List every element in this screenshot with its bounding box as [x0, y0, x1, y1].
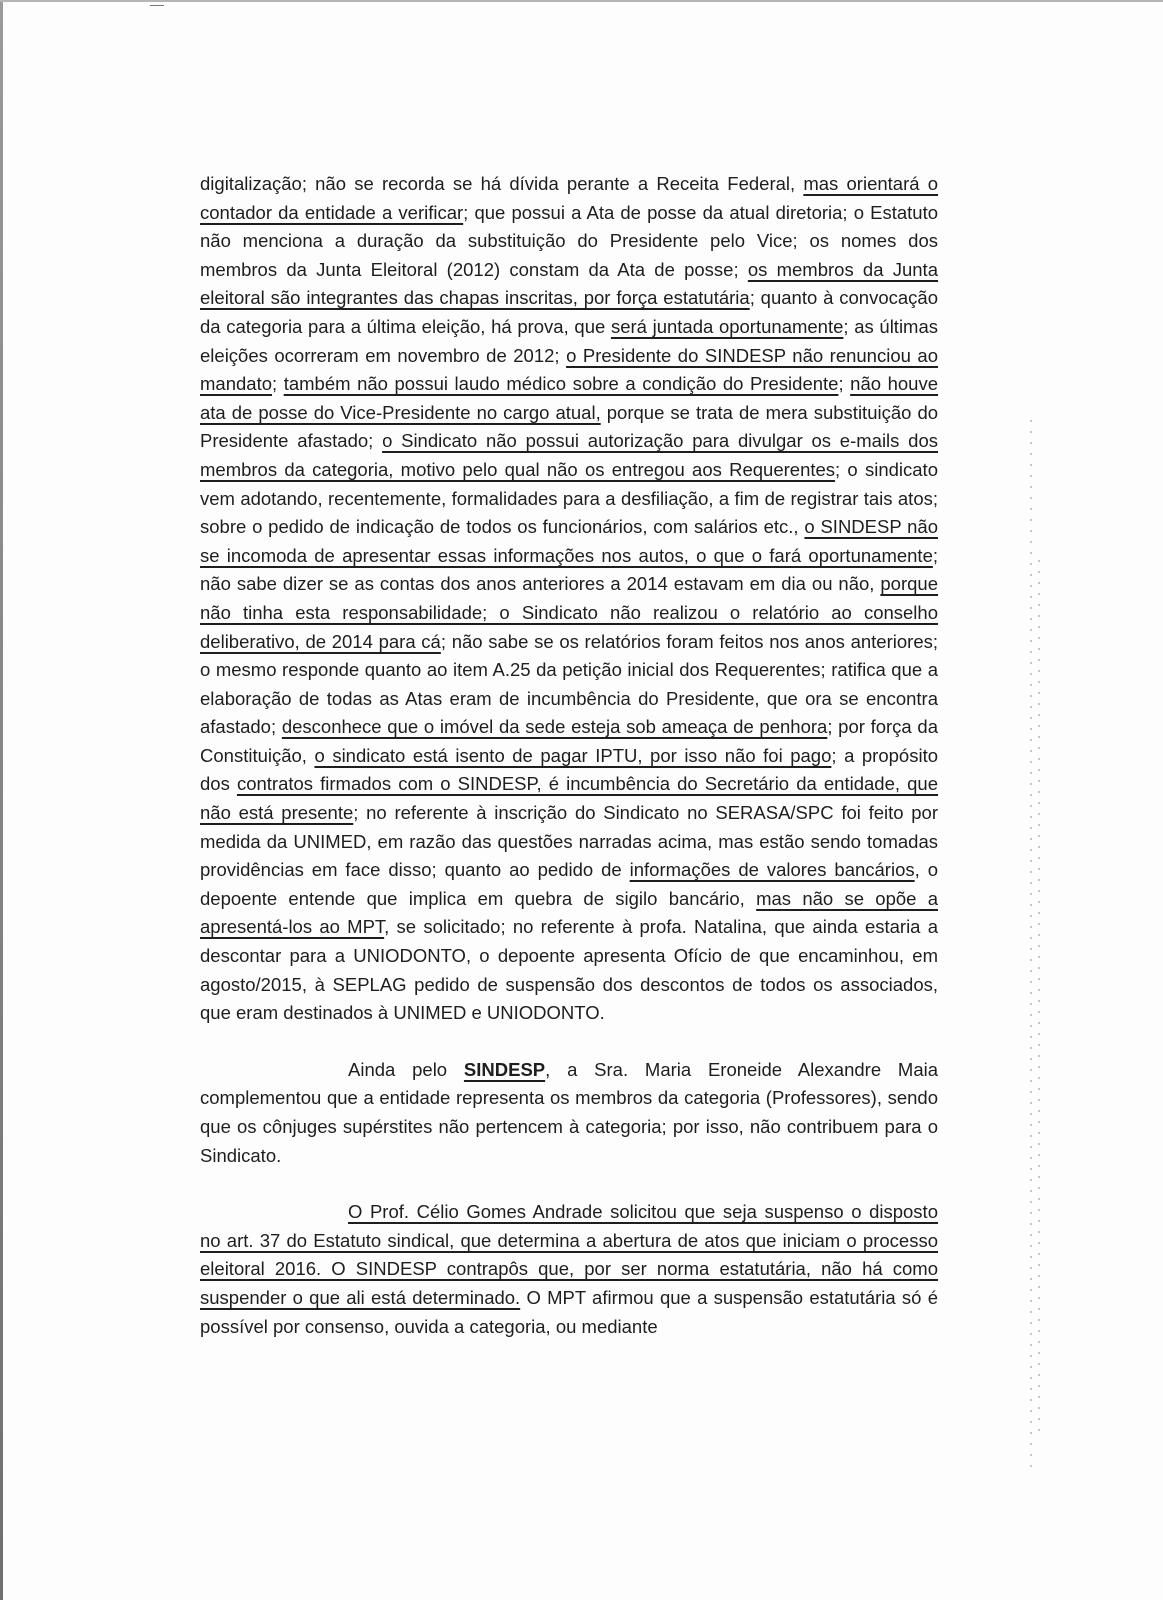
text-run: ; a propósito dos	[200, 744, 938, 795]
underlined-text: o sindicato está isento de pagar IPTU, por isso não foi pago	[314, 744, 832, 766]
text-run: ; o sindicato vem adotando, recentemente, formalidades para a desfiliação, a fim de registrar tais atos; sobre o pedido de indicação de todos os funcionários, com salários etc.,	[200, 458, 938, 538]
underlined-text: mas não se opõe a apresentá-los ao MPT	[200, 887, 939, 938]
scan-artifact-mark	[150, 5, 164, 6]
scan-edge-left	[0, 0, 3, 1600]
text-run: , o depoente entende que implica em quebra de sigilo bancário,	[200, 859, 938, 909]
underlined-text: contratos firmados com o SINDESP, é incumbência do Secretário da entidade, que não está presente	[200, 773, 938, 824]
text-run: , se solicitado; no referente à profa. Natalina, que ainda estaria a descontar para a UNIODONTO, o depoente apresenta Ofício de que encaminhou, em agosto/2015, à SEPLAG pedido de suspensão dos descontos de todos os associados, que eram destinados à UNIMED e UNIODONTO.	[200, 916, 938, 1024]
request-paragraph	[200, 1198, 938, 1341]
underlined-text: o SINDESP não se incomoda de apresentar essas informações nos autos, o que o fará oportunamente	[200, 516, 939, 566]
text-run: ;	[838, 373, 844, 395]
underlined-text: desconhece que o imóvel da sede esteja sob ameaça de penhora	[281, 716, 828, 738]
underlined-text: porque não tinha esta responsabilidade; o Sindicato não realizou o relatório ao conselho deliberativo, de 2014 para cá	[200, 573, 938, 652]
text-run: ; no referente à inscrição do Sindicato no SERASA/SPC foi feito por medida da UNIMED, em razão das questões narradas acima, mas estão sendo tomadas providências em face disso; quanto ao pedido de	[200, 802, 939, 881]
text-run: ;	[272, 373, 278, 395]
text-run: ; as últimas eleições ocorreram em novembro de 2012;	[200, 315, 939, 366]
text-run: digitalização; não se recorda se há dívida perante a Receita Federal,	[200, 173, 796, 194]
underlined-text: informações de valores bancários	[629, 859, 915, 881]
text-run: Ainda pelo	[348, 1058, 448, 1080]
text-run: ; quanto à convocação da categoria para a última eleição, há prova, que	[200, 287, 938, 337]
scan-edge-top	[0, 0, 1163, 2]
text-run: , a Sra. Maria Eroneide Alexandre Maia complementou que a entidade representa os membros da categoria (Professores), sendo que os cônjuges supérstites não pertencem à categoria; por isso, não contribuem para o Sindicato.	[200, 1058, 939, 1166]
underlined-text: mas orientará o contador da entidade a verificar	[200, 173, 939, 223]
document-text-body	[200, 170, 938, 1341]
text-run: ; não sabe dizer se as contas dos anos anteriores a 2014 estavam em dia ou não,	[200, 544, 938, 595]
underlined-text: será juntada oportunamente	[610, 315, 844, 337]
text-run: ; que possui a Ata de posse da atual diretoria; o Estatuto não menciona a duração da substituição do Presidente pelo Vice; os nomes dos membros da Junta Eleitoral (2012) constam da Ata de posse;	[200, 201, 938, 280]
margin-perforation-dots	[1030, 420, 1032, 1470]
text-run: ; por força da Constituição,	[200, 716, 938, 766]
underlined-text: também não possui laudo médico sobre a condição do Presidente	[283, 373, 839, 395]
text-run: porque se trata de mera substituição do Presidente afastado;	[200, 401, 939, 452]
text-run: O MPT afirmou que a suspensão estatutária só é possível por consenso, ouvida a categoria, ou mediante	[200, 1286, 939, 1337]
underlined-text: não houve ata de posse do Vice-Presidente no cargo atual,	[200, 373, 938, 423]
entity-name-bold: SINDESP	[463, 1058, 546, 1080]
complement-paragraph	[200, 1056, 938, 1170]
underlined-text: o Sindicato não possui autorização para divulgar os e-mails dos membros da categoria, motivo pelo qual não os entregou aos Requerentes	[200, 430, 938, 480]
text-run: ; não sabe se os relatórios foram feitos nos anos anteriores; o mesmo responde quanto ao item A.25 da petição inicial dos Requerentes; ratifica que a elaboração de todas as Atas eram de incumbência do Presidente, que ora se encontra afastado;	[200, 630, 938, 738]
underlined-text: O Prof. Célio Gomes Andrade solicitou que seja suspenso o disposto no art. 37 do Estatuto sindical, que determina a abertura de atos que iniciam o processo eleitoral 2016. O SINDESP contrapôs que, por ser norma estatutária, não há como suspender o que ali está determinado.	[200, 1201, 938, 1308]
underlined-text: o Presidente do SINDESP não renunciou ao mandato	[200, 344, 938, 395]
testimony-paragraph	[200, 170, 938, 1028]
margin-perforation-dots	[1038, 560, 1040, 1440]
underlined-text: os membros da Junta eleitoral são integrantes das chapas inscritas, por força estatutária	[200, 258, 938, 309]
